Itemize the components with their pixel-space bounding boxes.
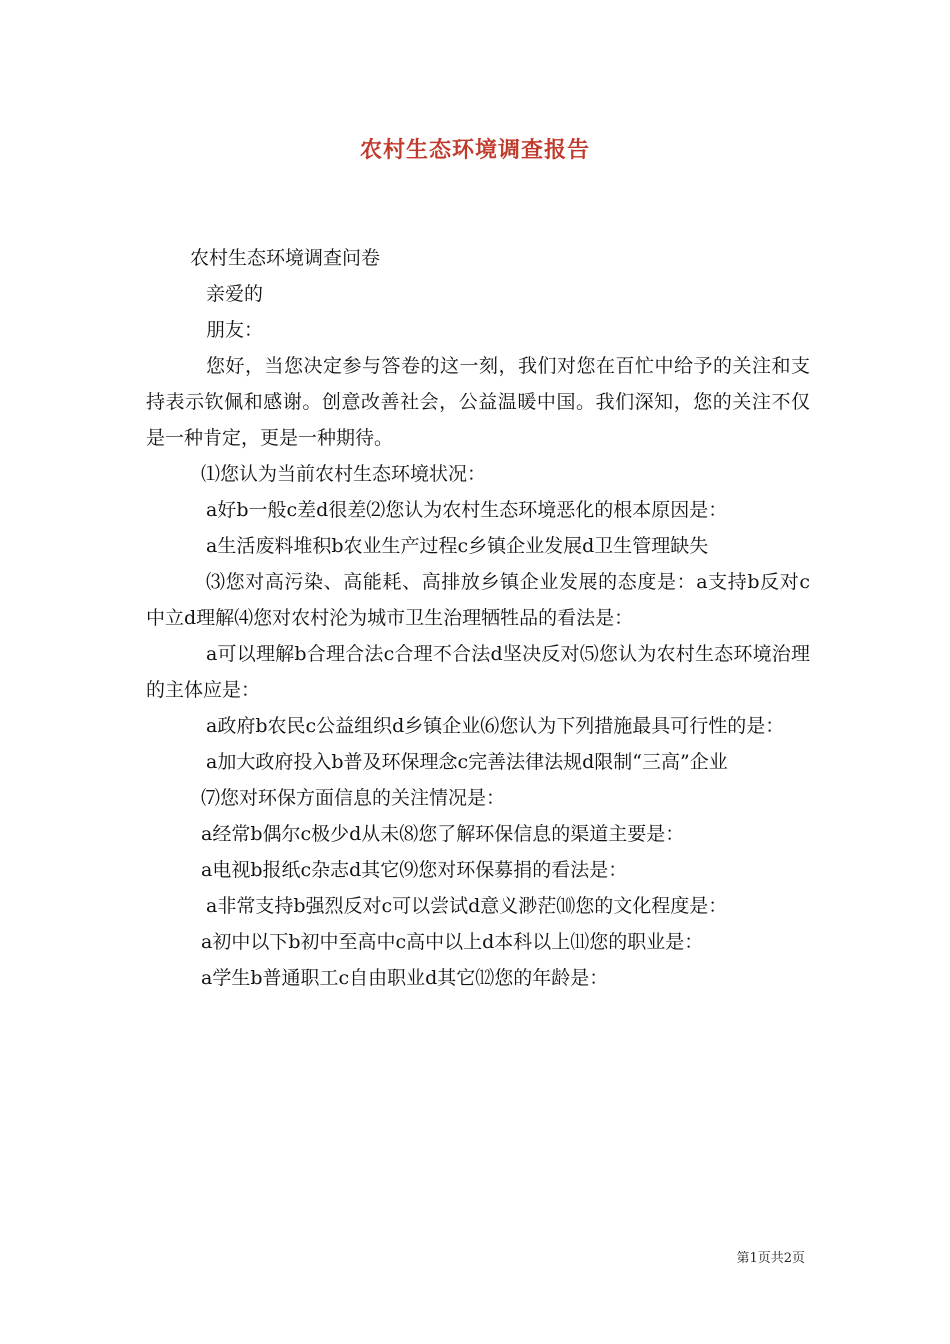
question-7: ⑺您对环保方面信息的关注情况是：	[201, 787, 506, 809]
document-title: 农村生态环境调查报告	[359, 137, 590, 163]
question-3-4: ⑶您对高污染、高能耗、高排放乡镇企业发展的态度是：a支持b反对c中立d理解⑷您对农村沦为城市卫生治理牺牲品的看法是：	[146, 571, 810, 629]
page-number: 第1页共2页	[736, 1251, 805, 1266]
answer-2: a生活废料堆积b农业生产过程c乡镇企业发展d卫生管理缺失	[206, 535, 709, 557]
answer-7-question-8: a经常b偶尔c极少d从未⑻您了解环保信息的渠道主要是：	[201, 823, 685, 845]
document-body	[146, 240, 810, 996]
question-1: ⑴您认为当前农村生态环境状况：	[201, 463, 487, 485]
answer-8-question-9: a电视b报纸c杂志d其它⑼您对环保募捐的看法是：	[201, 859, 628, 881]
answer-11-question-12: a学生b普通职工c自由职业d其它⑿您的年龄是：	[201, 967, 609, 989]
answer-10-question-11: a初中以下b初中至高中c高中以上d本科以上⑾您的职业是：	[201, 931, 704, 953]
answer-4-question-5: a可以理解b合理合法c合理不合法d坚决反对⑸您认为农村生态环境治理的主体应是：	[146, 643, 810, 701]
answer-6: a加大政府投入b普及环保理念c完善法律法规d限制“三高”企业	[206, 751, 728, 773]
greeting-line-1: 亲爱的	[206, 283, 264, 305]
intro-paragraph: 您好，当您决定参与答卷的这一刻，我们对您在百忙中给予的关注和支持表示钦佩和感谢。创意改善社会，公益温暖中国。我们深知，您的关注不仅是一种肯定，更是一种期待。	[146, 355, 810, 449]
questionnaire-heading: 农村生态环境调查问卷	[190, 247, 381, 269]
answer-9-question-10: a非常支持b强烈反对c可以尝试d意义渺茫⑽您的文化程度是：	[206, 895, 728, 917]
answer-5-question-6: a政府b农民c公益组织d乡镇企业⑹您认为下列措施最具可行性的是：	[206, 715, 785, 737]
answer-1-question-2: a好b一般c差d很差⑵您认为农村生态环境恶化的根本原因是：	[206, 499, 728, 521]
greeting-line-2: 朋友：	[206, 319, 264, 341]
